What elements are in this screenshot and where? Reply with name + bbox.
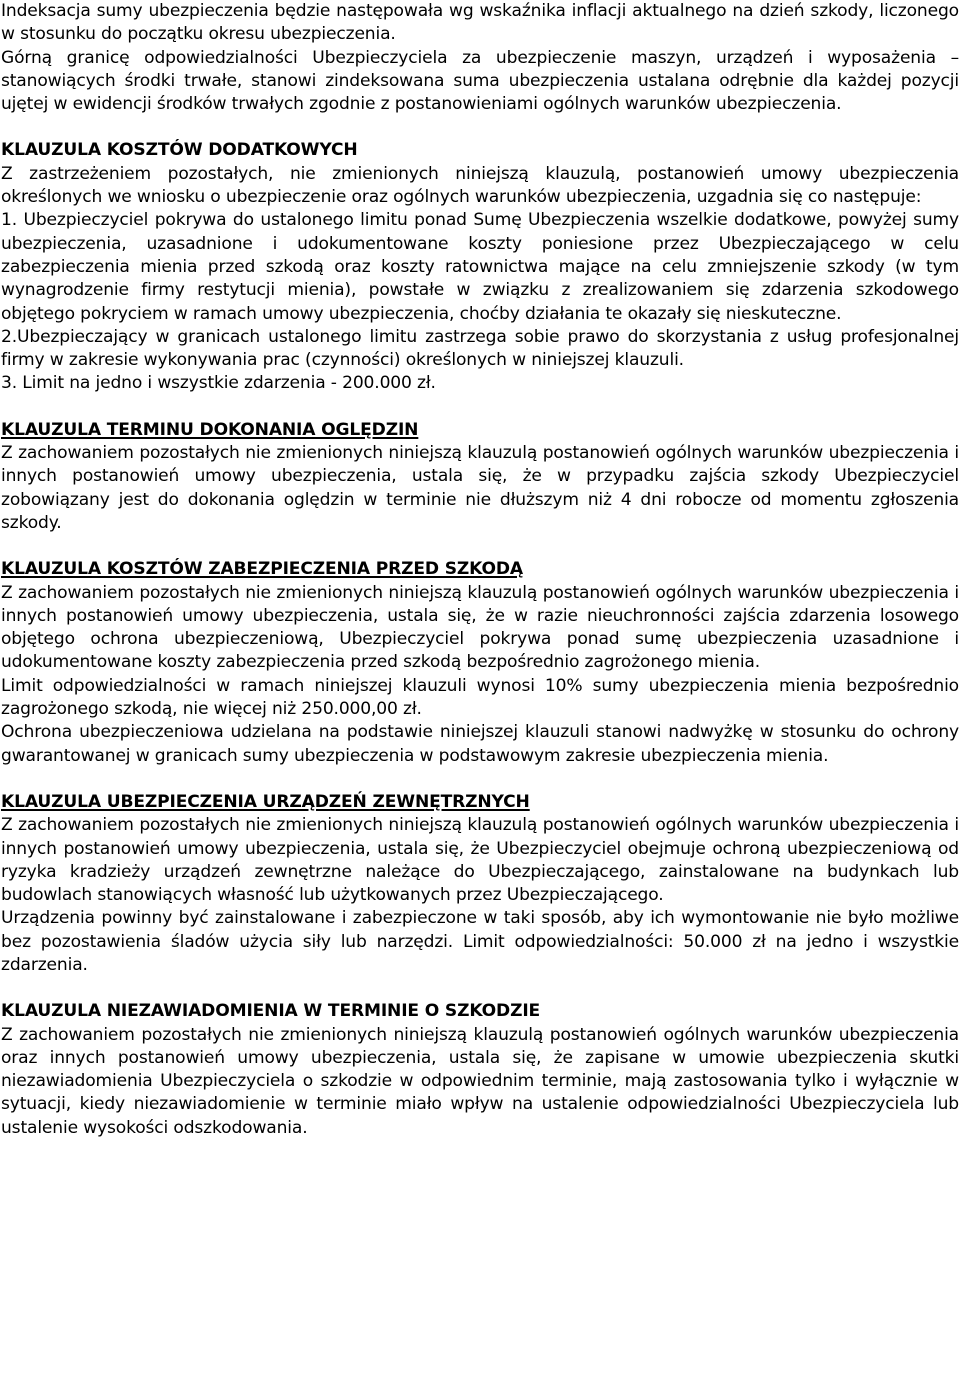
clause-heading: KLAUZULA NIEZAWIADOMIENIA W TERMINIE O SZKODZIE [1,1001,541,1022]
paragraph: 1. Ubezpieczyciel pokrywa do ustalonego limitu ponad Sumę Ubezpieczenia wszelkie dodatkowe, powyżej sumy ubezpieczenia, uzasadnione i udokumentowane koszty poniesione przez Ubezpieczającego w celu zabezpieczenia mienia przed szkodą oraz koszty ratownictwa mające na celu zmniejszenie szkody (w tym wynagrodzenie firmy restytucji mienia), powstałe w związku z zrealizowaniem się zdarzenia szkodowego objętego pokryciem w ramach umowy ubezpieczenia, choćby działania te okazały się nieskuteczne. [1,210,959,324]
paragraph: Z zachowaniem pozostałych nie zmienionych niniejszą klauzulą postanowień ogólnych warunków ubezpieczenia i innych postanowień umowy ubezpieczenia, ustala się, że Ubezpieczyciel obejmuje ochroną ubezpieczeniową od ryzyka kradzieży urządzeń zewnętrzne należące do Ubezpieczającego, zainstalowane na budynkach lub budowlach stanowiących własność lub użytkowanych przez Ubezpieczającego. [1,815,959,906]
paragraph: Indeksacja sumy ubezpieczenia będzie następowała wg wskaźnika inflacji aktualnego na dzień szkody, liczonego w stosunku do początku okresu ubezpieczenia. [1,1,959,45]
clause-heading: KLAUZULA TERMINU DOKONANIA OGLĘDZIN [1,419,419,440]
paragraph: Ochrona ubezpieczeniowa udzielana na podstawie niniejszej klauzuli stanowi nadwyżkę w stosunku do ochrony gwarantowanej w granicach sumy ubezpieczenia w podstawowym zakresie ubezpieczenia mienia. [1,722,959,766]
paragraph: 2.Ubezpieczający w granicach ustalonego limitu zastrzega sobie prawo do skorzystania z usług profesjonalnej firmy w zakresie wykonywania prac (czynności) określonych w niniejszej klauzuli. [1,326,959,371]
paragraph: Z zachowaniem pozostałych nie zmienionych niniejszą klauzulą postanowień ogólnych warunków ubezpieczenia i innych postanowień umowy ubezpieczenia, ustala się, że w razie nieuchronności zajścia zdarzenia losowego objętego ochrona ubezpieczeniową, Ubezpieczyciel pokrywa ponad sumę ubezpieczenia uzasadnione i udokumentowane koszty zabezpieczenia przed szkodą bezpośrednio zagrożonego mienia. [1,582,959,673]
clause-protection-costs [1,558,959,768]
clause-heading: KLAUZULA UBEZPIECZENIA URZĄDZEŃ ZEWNĘTRZNYCH [1,791,530,812]
clause-heading: KLAUZULA KOSZTÓW ZABEZPIECZENIA PRZED SZKODĄ [1,559,523,580]
paragraph: Z zastrzeżeniem pozostałych, nie zmienionych niniejszą klauzulą, postanowień umowy ubezpieczenia określonych we wniosku o ubezpieczenie oraz ogólnych warunków ubezpieczenia, uzgadnia się co następuje: [1,163,959,208]
clause-external-devices [1,791,959,977]
paragraph: Urządzenia powinny być zainstalowane i zabezpieczone w taki sposób, aby ich wymontowanie nie było możliwe bez pozostawienia śladów użycia siły lub narzędzi. Limit odpowiedzialności: 50.000 zł na jedno i wszystkie zdarzenia. [1,908,959,975]
clause-additional-costs [1,139,959,395]
paragraph: Z zachowaniem pozostałych nie zmienionych niniejszą klauzulą postanowień ogólnych warunków ubezpieczenia i innych postanowień umowy ubezpieczenia, ustala się, że w przypadku zajścia szkody Ubezpieczyciel zobowiązany jest do dokonania oględzin w terminie nie dłuższym niż 4 dni robocze od momentu zgłoszenia szkody. [1,443,959,533]
paragraph: Z zachowaniem pozostałych nie zmienionych niniejszą klauzulą postanowień ogólnych warunków ubezpieczenia oraz innych postanowień umowy ubezpieczenia, ustala się, że zapisane w umowie ubezpieczenia skutki niezawiadomienia Ubezpieczyciela o szkodzie w odpowiednim terminie, mają zastosowania tylko i wyłącznie w sytuacji, kiedy niezawiadomienie w terminie miało wpływ na ustalenie odpowiedzialności Ubezpieczyciela lub ustalenie wysokości odszkodowania. [1,1024,959,1138]
paragraph: Górną granicę odpowiedzialności Ubezpieczyciela za ubezpieczenie maszyn, urządzeń i wyposażenia – stanowiących środki trwałe, stanowi zindeksowana suma ubezpieczenia ustalana odrębnie dla każdej pozycji ujętej w ewidencji środków trwałych zgodnie z postanowieniami ogólnych warunków ubezpieczenia. [1,47,959,115]
clause-heading: KLAUZULA KOSZTÓW DODATKOWYCH [1,140,358,161]
clause-late-notification [1,1000,959,1140]
paragraph: 3. Limit na jedno i wszystkie zdarzenia - 200.000 zł. [1,373,436,394]
paragraph: Limit odpowiedzialności w ramach niniejszej klauzuli wynosi 10% sumy ubezpieczenia mienia bezpośrednio zagrożonego szkodą, nie więcej niż 250.000,00 zł. [1,675,959,720]
clause-inspection-deadline [1,419,959,535]
intro-section [1,0,959,116]
